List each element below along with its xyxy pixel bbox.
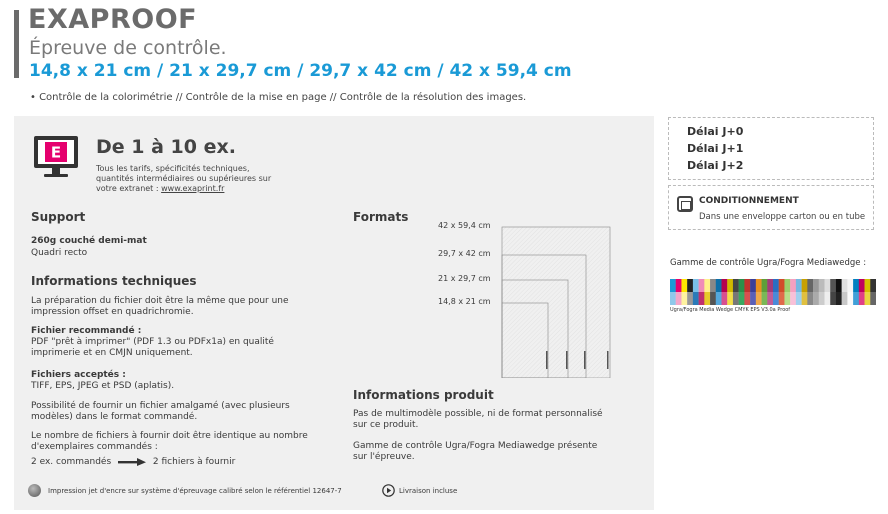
- product-line: Gamme de contrôle Ugra/Fogra Mediawedge présente: [353, 441, 598, 451]
- wedge-patch: [699, 292, 705, 305]
- format-label: 14,8 x 21 cm: [438, 297, 491, 306]
- recommended-file: [31, 326, 274, 359]
- product-line: sur ce produit.: [353, 420, 419, 430]
- packaging-title: CONDITIONNEMENT: [699, 196, 799, 206]
- wedge-patch: [796, 279, 802, 292]
- format-rect-a2: [502, 227, 610, 378]
- formats-heading: Formats: [353, 210, 409, 224]
- package-icon: [677, 196, 693, 212]
- wedge-patch: [693, 279, 699, 292]
- amalgam-line: modèles) dans le format commandé.: [31, 412, 198, 422]
- wedge-patch: [865, 279, 871, 292]
- range-title: De 1 à 10 ex.: [96, 136, 236, 158]
- wedge-patch: [750, 292, 756, 305]
- wedge-patch: [819, 279, 825, 292]
- example-right: 2 fichiers à fournir: [152, 457, 236, 467]
- range-desc-line: Tous les tarifs, spécificités techniques,: [96, 164, 250, 173]
- wedge-patch: [693, 292, 699, 305]
- tech-heading: Informations techniques: [31, 274, 197, 288]
- wedge-patch: [807, 279, 813, 292]
- tech-line: La préparation du fichier doit être la même que pour une: [31, 296, 289, 306]
- accepted-label: Fichiers acceptés :: [31, 370, 126, 380]
- wedge-patch: [859, 279, 865, 292]
- wedge-patch: [779, 292, 785, 305]
- wedge-patch: [830, 279, 836, 292]
- wedge-patch: [853, 292, 859, 305]
- accepted-files: [31, 370, 174, 392]
- wedge-patch: [762, 292, 768, 305]
- example-files: [31, 457, 235, 468]
- wedge-patch: [842, 292, 848, 305]
- wedge-patch: [716, 279, 722, 292]
- wedge-patch: [739, 292, 745, 305]
- wedge-patch: [704, 279, 710, 292]
- formats-diagram: [490, 213, 630, 378]
- wedge-patch: [767, 279, 773, 292]
- wedge-patch: [784, 279, 790, 292]
- wedge-patch: [744, 279, 750, 292]
- delay-item: Délai J+0: [687, 125, 744, 138]
- wedge-patch: [722, 292, 728, 305]
- tech-para: [31, 296, 289, 318]
- wedge-patch: [762, 279, 768, 292]
- wedge-patch: [767, 292, 773, 305]
- format-label: 42 x 59,4 cm: [438, 221, 491, 230]
- wedge-patch: [733, 292, 739, 305]
- product-line: sur l'épreuve.: [353, 452, 415, 462]
- monitor-icon: [32, 134, 80, 182]
- wedge-patch: [790, 279, 796, 292]
- wedge-patch: [865, 292, 871, 305]
- wedge-patch: [676, 279, 682, 292]
- recommended-label: Fichier recommandé :: [31, 326, 142, 336]
- wedge-patch: [784, 292, 790, 305]
- accepted-line: TIFF, EPS, JPEG et PSD (aplatis).: [31, 381, 175, 391]
- product-para: [353, 441, 597, 463]
- arrow-right-icon: [118, 458, 146, 466]
- wedge-patch: [699, 279, 705, 292]
- files-count-line: Le nombre de fichiers à fournir doit être identique au nombre: [31, 431, 308, 441]
- example-left: 2 ex. commandés: [31, 457, 112, 467]
- wedge-patch: [744, 292, 750, 305]
- ugra-color-wedge: [670, 279, 876, 305]
- wedge-patch: [750, 279, 756, 292]
- packaging-text: Dans une enveloppe carton ou en tube: [699, 212, 866, 222]
- format-label: 21 x 29,7 cm: [438, 274, 491, 283]
- wedge-patch: [727, 292, 733, 305]
- wedge-patch: [802, 279, 808, 292]
- amalgam-line: Possibilité de fournir un fichier amalgamé (avec plusieurs: [31, 401, 290, 411]
- delay-item: Délai J+1: [687, 142, 744, 155]
- packaging-box: [668, 185, 874, 230]
- support-paper: 260g couché demi-mat: [31, 236, 147, 246]
- features-line: • Contrôle de la colorimétrie // Contrôle de la mise en page // Contrôle de la résolution des images.: [30, 92, 527, 103]
- amalgam-note: [31, 401, 290, 423]
- wedge-patch: [870, 292, 876, 305]
- delivery-note: Livraison incluse: [399, 487, 458, 495]
- wedge-patch: [681, 279, 687, 292]
- wedge-patch: [681, 292, 687, 305]
- inkjet-note: Impression jet d'encre sur système d'épreuvage calibré selon le référentiel 12647-7: [48, 487, 342, 495]
- wedge-patch: [716, 292, 722, 305]
- page-subtitle: Épreuve de contrôle.: [29, 37, 227, 59]
- wedge-patch: [704, 292, 710, 305]
- range-desc-line: [96, 184, 326, 194]
- wedge-patch: [756, 279, 762, 292]
- wedge-patch: [819, 292, 825, 305]
- delays-box: [668, 117, 874, 180]
- wedge-patch: [710, 292, 716, 305]
- files-count-note: [31, 431, 308, 453]
- wedge-patch: [853, 279, 859, 292]
- wedge-patch: [796, 292, 802, 305]
- wedge-patch: [676, 292, 682, 305]
- wedge-patch: [670, 292, 676, 305]
- wedge-patch: [825, 292, 831, 305]
- page-title: EXAPROOF: [28, 4, 198, 35]
- wedge-patch: [859, 292, 865, 305]
- range-desc-prefix: votre extranet :: [96, 184, 162, 193]
- recommended-line: imprimerie et en CMJN uniquement.: [31, 348, 193, 358]
- wedge-patch: [739, 279, 745, 292]
- wedge-patch: [756, 292, 762, 305]
- wedge-patch: [825, 279, 831, 292]
- wedge-patch: [710, 279, 716, 292]
- support-print: Quadri recto: [31, 248, 88, 258]
- wedge-patch: [773, 279, 779, 292]
- formats-line: 14,8 x 21 cm / 21 x 29,7 cm / 29,7 x 42 cm / 42 x 59,4 cm: [29, 61, 572, 81]
- wedge-patch: [779, 279, 785, 292]
- product-line: Pas de multimodèle possible, ni de format personnalisé: [353, 409, 603, 419]
- wedge-patch: [687, 279, 693, 292]
- delay-item: Délai J+2: [687, 159, 744, 172]
- wedge-patch: [722, 279, 728, 292]
- ugra-caption: Ugra/Fogra Media Wedge CMYK EPS V3.0a Proof: [670, 307, 791, 313]
- wedge-patch: [813, 279, 819, 292]
- wedge-patch: [807, 292, 813, 305]
- recommended-line: PDF "prêt à imprimer" (PDF 1.3 ou PDFx1a) en qualité: [31, 337, 274, 347]
- wedge-patch: [847, 292, 853, 305]
- wedge-patch: [870, 279, 876, 292]
- support-heading: Support: [31, 210, 86, 224]
- inkjet-icon: [28, 484, 41, 497]
- wedge-patch: [836, 292, 842, 305]
- wedge-patch: [687, 292, 693, 305]
- wedge-patch: [727, 279, 733, 292]
- format-label: 29,7 x 42 cm: [438, 249, 491, 258]
- range-desc-line: quantités intermédiaires ou supérieures sur: [96, 174, 272, 183]
- product-para: [353, 409, 603, 431]
- ugra-title: Gamme de contrôle Ugra/Fogra Mediawedge :: [670, 258, 867, 268]
- files-count-line: d'exemplaires commandés :: [31, 442, 158, 452]
- range-description: [96, 164, 326, 194]
- wedge-patch: [836, 279, 842, 292]
- wedge-patch: [813, 292, 819, 305]
- wedge-patch: [830, 292, 836, 305]
- wedge-patch: [802, 292, 808, 305]
- wedge-patch: [790, 292, 796, 305]
- tech-line: impression offset en quadrichromie.: [31, 307, 194, 317]
- extranet-link[interactable]: www.exaprint.fr: [161, 184, 225, 193]
- play-icon: [382, 484, 395, 497]
- monitor-letter: E: [50, 143, 62, 162]
- wedge-patch: [733, 279, 739, 292]
- wedge-patch: [842, 279, 848, 292]
- wedge-patch: [847, 279, 853, 292]
- header-accent-bar: [14, 10, 19, 78]
- wedge-patch: [773, 292, 779, 305]
- wedge-patch: [670, 279, 676, 292]
- product-heading: Informations produit: [353, 388, 494, 402]
